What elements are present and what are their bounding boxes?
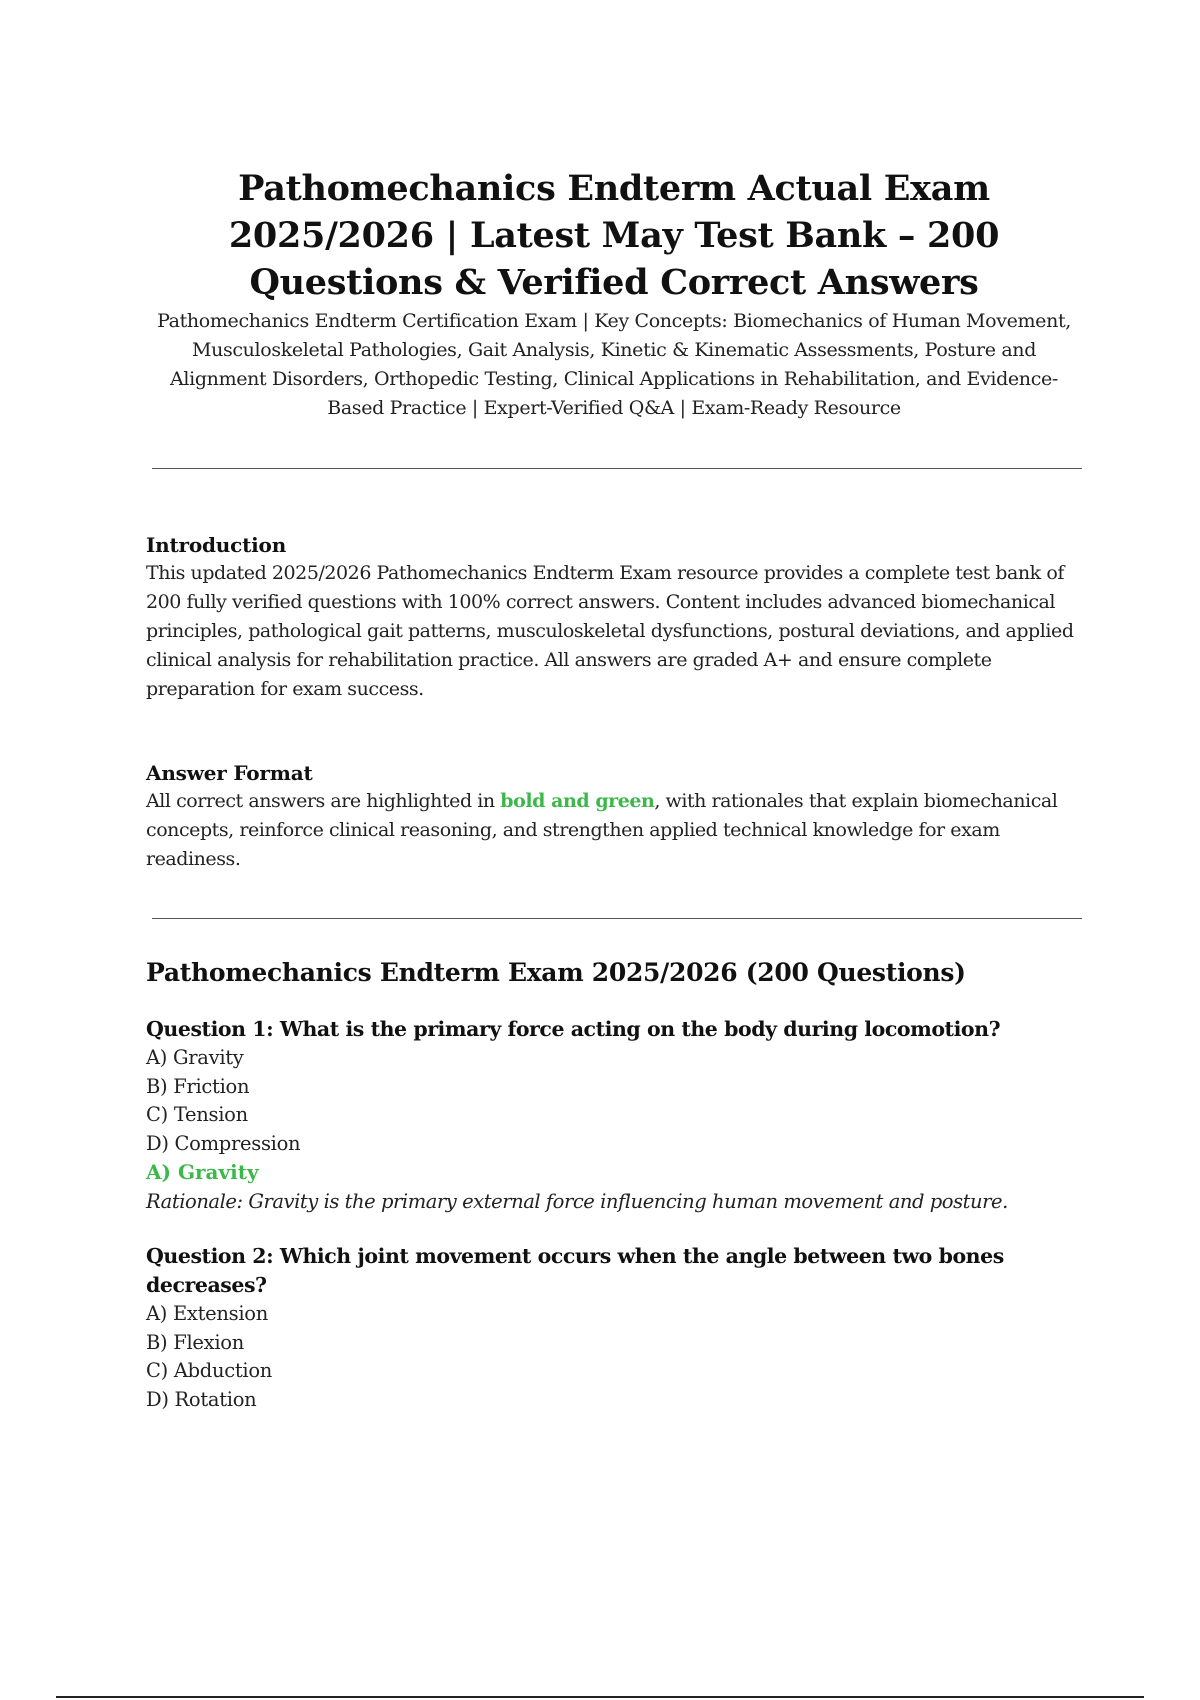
answer-format-body (146, 787, 1082, 874)
question-text: Question 2: Which joint movement occurs when the angle between two bones decreases? (146, 1244, 1004, 1297)
divider-middle (152, 918, 1082, 919)
rationale: Rationale: Gravity is the primary external force influencing human movement and posture. (146, 1190, 1008, 1213)
document-page (146, 165, 1082, 423)
option-c: C) Abduction (146, 1359, 273, 1382)
introduction-section (146, 531, 1082, 704)
correct-answer: A) Gravity (146, 1160, 259, 1184)
answer-format-heading: Answer Format (146, 761, 313, 785)
question-1 (146, 1015, 1082, 1216)
answer-format-text-before: All correct answers are highlighted in (146, 790, 501, 812)
option-c: C) Tension (146, 1103, 248, 1126)
divider-top (152, 468, 1082, 469)
option-b: B) Friction (146, 1074, 250, 1098)
option-d: D) Rotation (146, 1387, 257, 1411)
answer-format-highlight: bold and green (500, 790, 655, 812)
option-d: D) Compression (146, 1131, 301, 1155)
exam-heading: Pathomechanics Endterm Exam 2025/2026 (200 Questions) (146, 958, 966, 987)
answer-format-text-after: , with rationales that explain biomechanical concepts, reinforce clinical reasoning, and strengthen applied technical knowledge for exam readiness. (146, 790, 1058, 870)
option-a: A) Gravity (146, 1046, 244, 1069)
introduction-body: This updated 2025/2026 Pathomechanics Endterm Exam resource provides a complete test bank of 200 fully verified questions with 100% correct answers. Content includes advanced biomechanical principles, pathological gait patterns, musculoskeletal dysfunctions, postural deviations, and applied clinical analysis for rehabilitation practice. All answers are graded A+ and ensure complete preparation for exam success. (146, 562, 1074, 700)
question-2 (146, 1242, 1046, 1414)
option-a: A) Extension (146, 1302, 268, 1325)
introduction-heading: Introduction (146, 533, 287, 557)
page-bottom-rule (56, 1696, 1144, 1698)
question-text: Question 1: What is the primary force acting on the body during locomotion? (146, 1017, 1001, 1041)
document-title: Pathomechanics Endterm Actual Exam 2025/2026 | Latest May Test Bank – 200 Questions & Verified Correct Answers (228, 168, 1000, 303)
document-subtitle: Pathomechanics Endterm Certification Exam | Key Concepts: Biomechanics of Human Movement, Musculoskeletal Pathologies, Gait Analysis, Kinetic & Kinematic Assessments, Posture and Alignment Disorders, Orthopedic Testing, Clinical Applications in Rehabilitation, and Evidence-Based Practice | Expert-Verified Q&A | Exam-Ready Resource (157, 310, 1071, 419)
option-b: B) Flexion (146, 1330, 244, 1354)
answer-format-section (146, 759, 1082, 874)
